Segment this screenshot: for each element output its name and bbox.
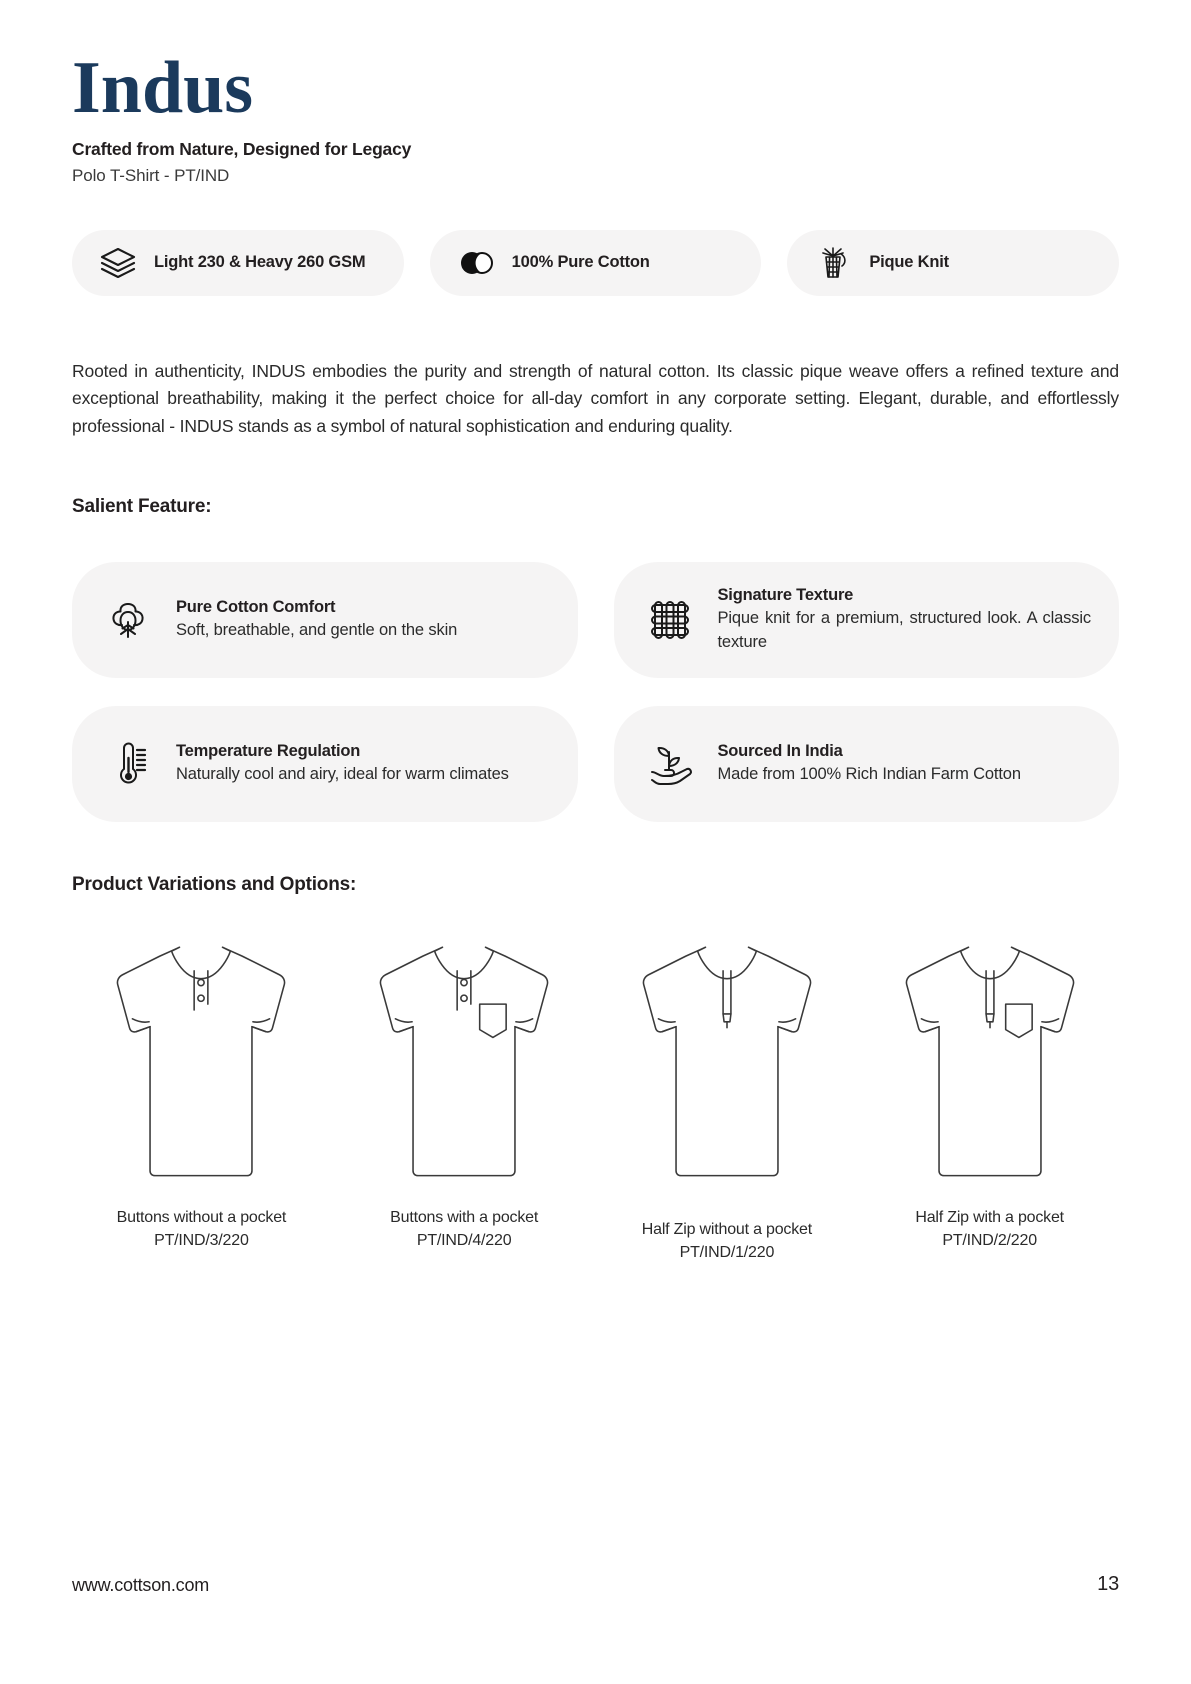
- feature-card-signature-texture: [614, 562, 1120, 678]
- polo-halfzip-no-pocket-icon: [598, 926, 857, 1194]
- brand-title: Indus: [72, 47, 254, 129]
- feature-card-grid: [72, 562, 1119, 822]
- feature-description: Pique knit for a premium, structured look. A classic texture: [717, 608, 1091, 652]
- feature-description: Made from 100% Rich Indian Farm Cotton: [717, 765, 1021, 784]
- variation-item-buttons-with-pocket[interactable]: [335, 926, 594, 1264]
- spec-pill-cotton: [430, 230, 762, 296]
- polo-buttons-pocket-icon: [335, 926, 594, 1194]
- cotton-boll-knit-icon: [813, 243, 853, 283]
- variation-code: PT/IND/3/220: [154, 1232, 249, 1250]
- footer-website-url[interactable]: www.cottson.com: [72, 1575, 210, 1595]
- feature-card-temperature-regulation: [72, 706, 578, 822]
- spec-pill-gsm: [72, 230, 404, 296]
- feature-text: [176, 598, 550, 643]
- product-variations-heading: Product Variations and Options:: [72, 874, 357, 896]
- variation-code: PT/IND/1/220: [679, 1244, 775, 1262]
- variation-name: Buttons without a pocket: [116, 1209, 287, 1227]
- weave-texture-icon: [642, 592, 698, 648]
- two-circles-icon: [456, 243, 496, 283]
- polo-buttons-no-pocket-icon: [72, 926, 331, 1194]
- spec-pill-label: 100% Pure Cotton: [511, 253, 650, 272]
- product-variation-grid: [72, 926, 1119, 1264]
- feature-description: Soft, breathable, and gentle on the skin: [176, 621, 458, 640]
- brand-tagline: Crafted from Nature, Designed for Legacy: [72, 138, 412, 159]
- thermometer-icon: [100, 736, 156, 792]
- feature-card-sourced-in-india: [614, 706, 1120, 822]
- hand-sprout-icon: [642, 736, 698, 792]
- cotton-flower-icon: [100, 592, 156, 648]
- variation-item-halfzip-without-pocket[interactable]: [598, 926, 857, 1264]
- product-description: Rooted in authenticity, INDUS embodies the purity and strength of natural cotton. Its classic pique weave offers a refined texture and exceptional breathability, making it the perfect choice for all-day comfort in any corporate setting. Elegant, durable, and effortlessly professional - INDUS stands as a symbol of natural sophistication and enduring quality.: [72, 360, 1119, 436]
- feature-card-pure-cotton-comfort: [72, 562, 578, 678]
- feature-text: [176, 742, 550, 787]
- layers-icon: [98, 243, 138, 283]
- feature-title: Signature Texture: [717, 585, 854, 604]
- variation-code: PT/IND/4/220: [416, 1232, 512, 1250]
- product-sku: Polo T-Shirt - PT/IND: [72, 165, 230, 185]
- variation-code: PT/IND/2/220: [942, 1232, 1037, 1250]
- feature-description: Naturally cool and airy, ideal for warm climates: [176, 765, 509, 784]
- variation-name: Half Zip without a pocket: [641, 1221, 812, 1239]
- spec-pill-knit: [787, 230, 1119, 296]
- page-footer: [72, 1573, 1119, 1596]
- variation-name: Buttons with a pocket: [390, 1209, 539, 1227]
- feature-title: Pure Cotton Comfort: [176, 598, 336, 617]
- variation-item-buttons-without-pocket[interactable]: [72, 926, 331, 1264]
- feature-text: [718, 586, 1092, 656]
- polo-halfzip-pocket-icon: [860, 926, 1119, 1194]
- spec-pill-label: Light 230 & Heavy 260 GSM: [154, 253, 366, 272]
- feature-title: Temperature Regulation: [176, 742, 361, 761]
- feature-text: [718, 742, 1092, 787]
- variation-item-halfzip-with-pocket[interactable]: [860, 926, 1119, 1264]
- spec-pill-label: Pique Knit: [869, 253, 949, 272]
- spec-pill-row: [72, 230, 1119, 296]
- page-header: [72, 0, 1119, 186]
- salient-feature-heading: Salient Feature:: [72, 496, 212, 518]
- variation-name: Half Zip with a pocket: [915, 1209, 1064, 1227]
- feature-title: Sourced In India: [717, 742, 843, 761]
- footer-page-number: 13: [1097, 1573, 1119, 1595]
